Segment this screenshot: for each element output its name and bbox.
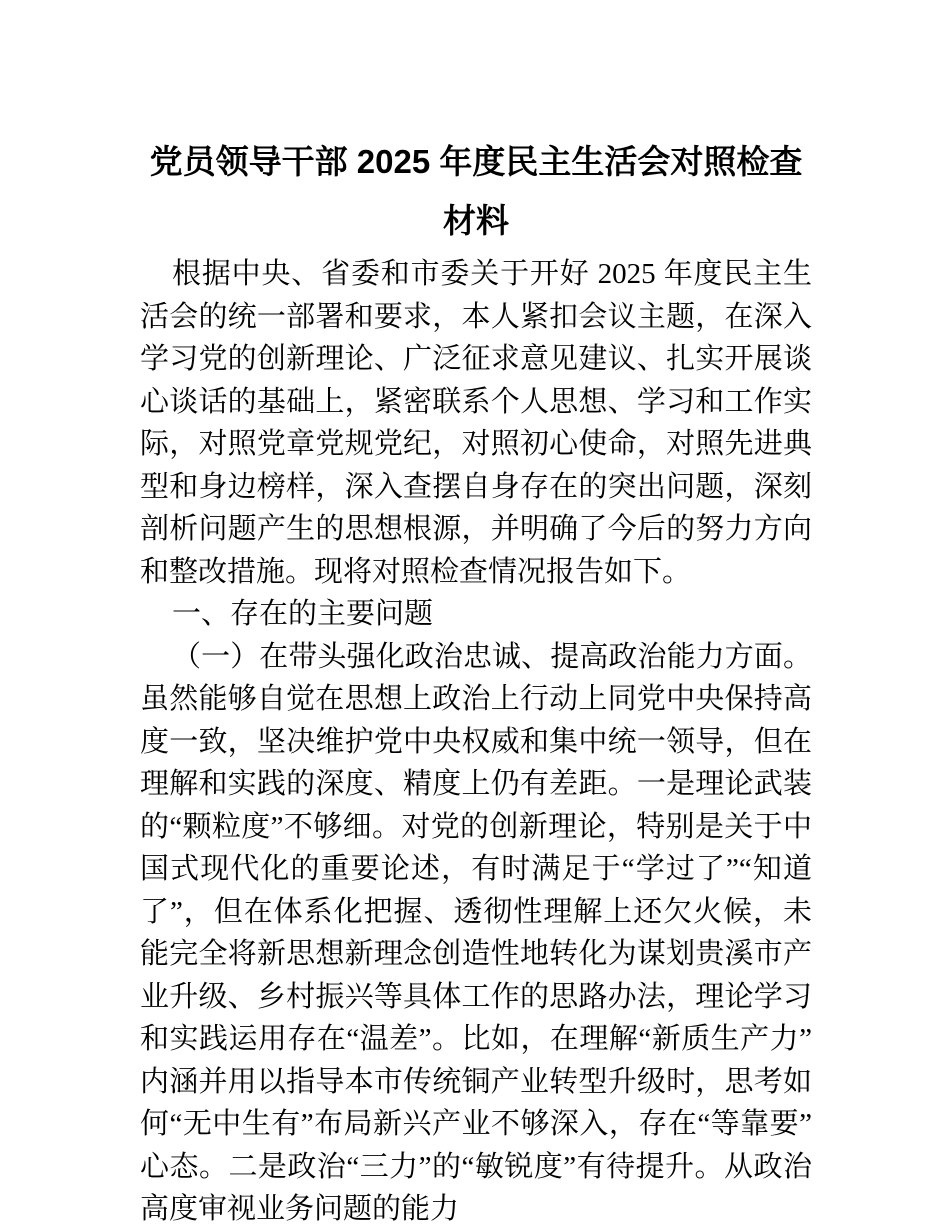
- document-title: 党员领导干部 2025 年度民主生活会对照检查材料: [149, 143, 803, 239]
- paragraph-section-one-body: （一）在带头强化政治忠诚、提高政治能力方面。虽然能够自觉在思想上政治上行动上同党中央保持高度一致，坚决维护党中央权威和集中统一领导，但在理解和实践的深度、精度上仍有差距。一是理论武装的“颗粒度”不够细。对党的创新理论，特别是关于中国式现代化的重要论述，有时满足于“学过了”“知道了”，但在体系化把握、透彻性理解上还欠火候，未能完全将新思想新理念创造性地转化为谋划贵溪市产业升级、乡村振兴等具体工作的思路办法，理论学习和实践运用存在“温差”。比如，在理解“新质生产力”内涵并用以指导本市传统铜产业转型升级时，思考如何“无中生有”布局新兴产业不够深入，存在“等靠要”心态。二是政治“三力”的“敏锐度”有待提升。从政治高度审视业务问题的能力: [140, 640, 812, 1225]
- paragraph-intro: 根据中央、省委和市委关于开好 2025 年度民主生活会的统一部署和要求，本人紧扣会议主题，在深入学习党的创新理论、广泛征求意见建议、扎实开展谈心谈话的基础上，紧密联系个人思想、学习和工作实际，对照党章党规党纪，对照初心使命，对照先进典型和身边榜样，深入查摆自身存在的突出问题，深刻剖析问题产生的思想根源，并明确了今后的努力方向和整改措施。现将对照检查情况报告如下。: [140, 258, 812, 588]
- document-content: [140, 132, 812, 1230]
- section-heading-main-problems: 一、存在的主要问题: [172, 598, 434, 630]
